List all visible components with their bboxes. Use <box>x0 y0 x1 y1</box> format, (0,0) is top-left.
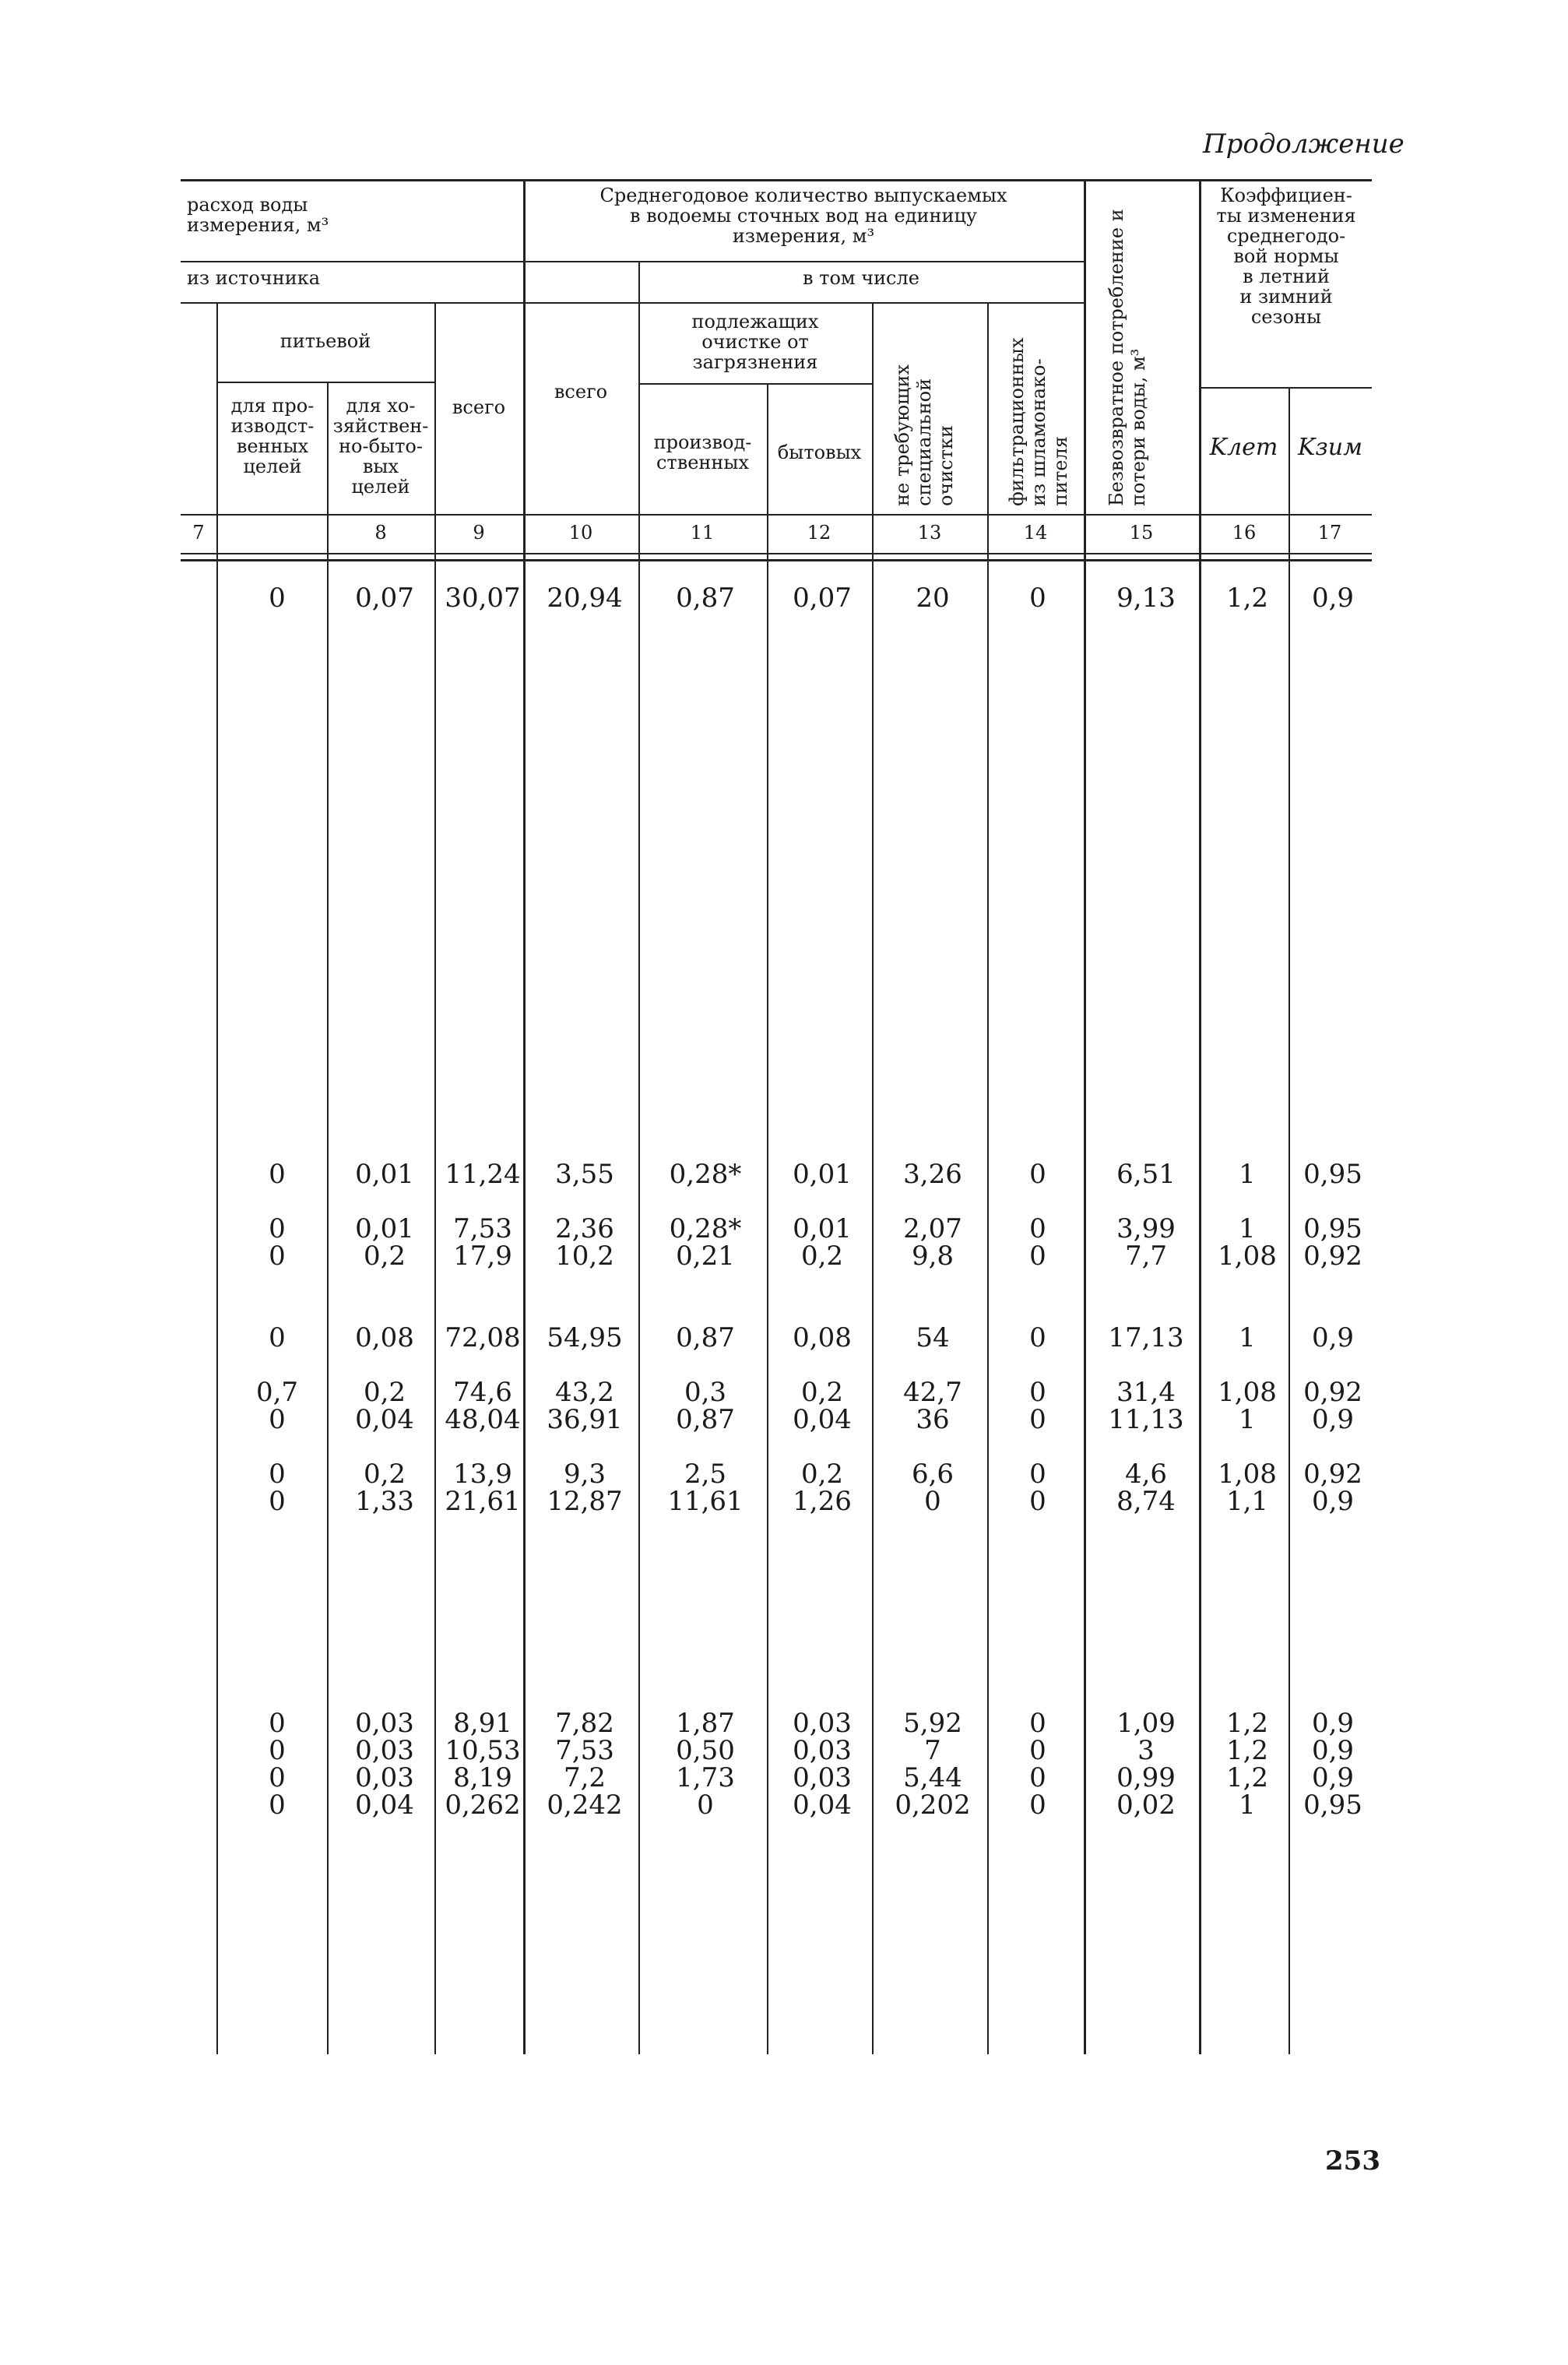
header-col17: Kзим <box>1298 434 1362 461</box>
table-cell-c9: 8,91 <box>453 1708 512 1739</box>
table-cell-c14: 0 <box>1029 582 1046 614</box>
table-cell-c13: 7 <box>924 1735 941 1766</box>
table-cell-c12: 0,03 <box>793 1735 852 1766</box>
table-cell-c13: 0 <box>924 1486 941 1517</box>
table-cell-c17: 0,9 <box>1311 582 1355 614</box>
table-cell-c17: 0,95 <box>1303 1213 1362 1244</box>
table-cell-c12: 0,04 <box>793 1790 852 1821</box>
table-cell-c14: 0 <box>1029 1159 1046 1190</box>
table-cell-c9: 48,04 <box>445 1404 521 1435</box>
table-cell-c11: 1,87 <box>676 1708 735 1739</box>
header-rule-source <box>181 261 1084 262</box>
table-cell-c16: 1 <box>1239 1790 1256 1821</box>
header-col14: фильтрационных из шламонако-пителя <box>1006 337 1071 506</box>
table-cell-c16: 1,2 <box>1225 582 1269 614</box>
table-cell-c13: 36 <box>916 1404 950 1435</box>
table-cell-c13: 42,7 <box>903 1377 962 1408</box>
table-cell-c17: 0,92 <box>1303 1241 1362 1272</box>
header-rule-potable-sub <box>216 382 434 383</box>
table-cell-c13: 5,44 <box>903 1762 962 1793</box>
table-cell-c10: 54,95 <box>547 1322 623 1353</box>
table-cell-c14: 0 <box>1029 1213 1046 1244</box>
table-cell-c7: 0 <box>269 1762 286 1793</box>
table-cell-c11: 0,50 <box>676 1735 735 1766</box>
table-cell-c10: 36,91 <box>547 1404 623 1435</box>
table-cell-c10: 43,2 <box>555 1377 614 1408</box>
col-number-17: 17 <box>1317 522 1342 544</box>
col-number-15: 15 <box>1129 522 1154 544</box>
table-cell-c16: 1,2 <box>1225 1708 1269 1739</box>
table-cell-c8: 1,33 <box>355 1486 414 1517</box>
col-number-11: 11 <box>690 522 715 544</box>
table-cell-c13: 54 <box>916 1322 950 1353</box>
table-cell-c15: 31,4 <box>1116 1377 1176 1408</box>
table-cell-c7: 0,7 <box>255 1377 299 1408</box>
table-cell-c12: 0,03 <box>793 1708 852 1739</box>
header-col15: Безвозвратное потребление и потери воды, м³ <box>1106 209 1149 506</box>
table-cell-c11: 1,73 <box>676 1762 735 1793</box>
table-cell-c8: 0,2 <box>363 1377 406 1408</box>
table-cell-c7: 0 <box>269 1241 286 1272</box>
table-cell-c13: 20 <box>916 582 950 614</box>
table-cell-c14: 0 <box>1029 1486 1046 1517</box>
table-cell-c17: 0,9 <box>1311 1708 1355 1739</box>
continuation-label: Продолжение <box>1203 128 1405 160</box>
header-incl: в том числе <box>803 267 919 289</box>
header-col7: для про- изводст- венных целей <box>230 395 315 477</box>
table-cell-c17: 0,9 <box>1311 1404 1355 1435</box>
table-cell-c11: 0,28* <box>669 1213 742 1244</box>
table-cell-c12: 1,26 <box>793 1486 852 1517</box>
table-cell-c10: 10,2 <box>555 1241 614 1272</box>
table-cell-c10: 7,82 <box>555 1708 614 1739</box>
table-cell-c13: 5,92 <box>903 1708 962 1739</box>
col-number-10: 10 <box>568 522 593 544</box>
table-cell-c12: 0,01 <box>793 1213 852 1244</box>
table-cell-c9: 72,08 <box>445 1322 521 1353</box>
table-cell-c9: 0,262 <box>445 1790 521 1821</box>
table-cell-c16: 1,2 <box>1225 1735 1269 1766</box>
table-cell-c7: 0 <box>269 1735 286 1766</box>
table-cell-c17: 0,9 <box>1311 1486 1355 1517</box>
table-cell-c7: 0 <box>269 1159 286 1190</box>
table-cell-c10: 20,94 <box>547 582 623 614</box>
table-cell-c15: 17,13 <box>1108 1322 1184 1353</box>
table-cell-c11: 0 <box>697 1790 714 1821</box>
table-cell-c17: 0,9 <box>1311 1735 1355 1766</box>
table-cell-c17: 0,9 <box>1311 1322 1355 1353</box>
header-rule-numbers-bottom <box>181 553 1372 554</box>
header-col16: Kлет <box>1209 434 1278 461</box>
table-cell-c16: 1,08 <box>1218 1377 1277 1408</box>
table-cell-c15: 3 <box>1137 1735 1155 1766</box>
col-number-14: 14 <box>1023 522 1048 544</box>
table-cell-c11: 0,28* <box>669 1159 742 1190</box>
header-potable: питьевой <box>279 330 371 352</box>
table-cell-c7: 0 <box>269 1213 286 1244</box>
table-cell-c7: 0 <box>269 1790 286 1821</box>
table-cell-c15: 11,13 <box>1108 1404 1184 1435</box>
table-cell-c12: 0,2 <box>800 1241 844 1272</box>
table-cell-c17: 0,92 <box>1303 1377 1362 1408</box>
table-cell-c12: 0,2 <box>800 1377 844 1408</box>
table-cell-c8: 0,07 <box>355 582 414 614</box>
table-cell-c7: 0 <box>269 1708 286 1739</box>
header-cleaning: подлежащих очистке от загрязнения <box>691 311 819 373</box>
table-cell-c8: 0,2 <box>363 1459 406 1490</box>
table-cell-c16: 1 <box>1239 1213 1256 1244</box>
header-col11: производ- ственных <box>653 431 752 473</box>
table-cell-c12: 0,03 <box>793 1762 852 1793</box>
table-cell-c11: 0,87 <box>676 582 735 614</box>
table-cell-c8: 0,04 <box>355 1404 414 1435</box>
table-cell-c12: 0,08 <box>793 1322 852 1353</box>
header-coef: Коэффициен- ты изменения среднегодо- вой нормы в летний и зимний сезоны <box>1216 185 1356 328</box>
col-line-1 <box>216 302 218 2054</box>
table-cell-c11: 0,21 <box>676 1241 735 1272</box>
table-cell-c9: 21,61 <box>445 1486 521 1517</box>
table-cell-c12: 0,07 <box>793 582 852 614</box>
table-cell-c10: 2,36 <box>555 1213 614 1244</box>
col-number-12: 12 <box>807 522 831 544</box>
header-col9: всего <box>452 396 506 418</box>
header-rule-cleaning <box>638 383 872 385</box>
page-number: 253 <box>1325 2145 1380 2177</box>
col-number-16: 16 <box>1232 522 1257 544</box>
table-cell-c8: 0,08 <box>355 1322 414 1353</box>
table-cell-c13: 6,6 <box>911 1459 955 1490</box>
table-cell-c15: 8,74 <box>1116 1486 1176 1517</box>
col-number-8: 8 <box>374 522 387 544</box>
col-number-9: 9 <box>473 522 485 544</box>
table-cell-c9: 8,19 <box>453 1762 512 1793</box>
table-cell-c16: 1 <box>1239 1159 1256 1190</box>
table-cell-c9: 17,9 <box>453 1241 512 1272</box>
table-cell-c9: 11,24 <box>445 1159 521 1190</box>
header-discharge: Среднегодовое количество выпускаемых в водоемы сточных вод на единицу измерения, м³ <box>599 185 1007 247</box>
table-cell-c8: 0,03 <box>355 1708 414 1739</box>
table-cell-c8: 0,01 <box>355 1159 414 1190</box>
header-water-use: расход воды измерения, м³ <box>187 194 329 236</box>
table-cell-c10: 0,242 <box>547 1790 623 1821</box>
table-cell-c14: 0 <box>1029 1377 1046 1408</box>
table-cell-c8: 0,01 <box>355 1213 414 1244</box>
header-rule-incl <box>638 302 1084 304</box>
table-cell-c13: 0,202 <box>895 1790 971 1821</box>
table-cell-c9: 30,07 <box>445 582 521 614</box>
table-top-rule <box>181 179 1372 181</box>
table-cell-c15: 6,51 <box>1116 1159 1176 1190</box>
table-cell-c11: 0,87 <box>676 1322 735 1353</box>
table-cell-c16: 1,08 <box>1218 1241 1277 1272</box>
header-rule-coef <box>1199 387 1372 389</box>
table-cell-c17: 0,95 <box>1303 1790 1362 1821</box>
table-cell-c8: 0,03 <box>355 1735 414 1766</box>
table-cell-c9: 7,53 <box>453 1213 512 1244</box>
col-number-7: 7 <box>192 522 205 544</box>
table-cell-c14: 0 <box>1029 1790 1046 1821</box>
table-cell-c16: 1,08 <box>1218 1459 1277 1490</box>
table-cell-c16: 1 <box>1239 1322 1256 1353</box>
table-cell-c10: 9,3 <box>563 1459 606 1490</box>
table-cell-c15: 9,13 <box>1116 582 1176 614</box>
header-col12: бытовых <box>777 442 862 463</box>
table-cell-c7: 0 <box>269 1486 286 1517</box>
header-col10: всего <box>554 381 608 403</box>
table-cell-c12: 0,2 <box>800 1459 844 1490</box>
table-cell-c11: 0,87 <box>676 1404 735 1435</box>
table-cell-c15: 0,99 <box>1116 1762 1176 1793</box>
table-cell-c11: 0,3 <box>684 1377 727 1408</box>
table-cell-c13: 2,07 <box>903 1213 962 1244</box>
table-cell-c16: 1 <box>1239 1404 1256 1435</box>
table-cell-c9: 10,53 <box>445 1735 521 1766</box>
table-cell-c15: 1,09 <box>1116 1708 1176 1739</box>
table-cell-c16: 1,1 <box>1225 1486 1269 1517</box>
header-col8: для хо- зяйствен- но-быто- вых целей <box>332 395 429 498</box>
table-cell-c14: 0 <box>1029 1708 1046 1739</box>
header-rule-numbers-top <box>181 514 1372 516</box>
table-cell-c8: 0,2 <box>363 1241 406 1272</box>
table-cell-c14: 0 <box>1029 1762 1046 1793</box>
table-cell-c8: 0,04 <box>355 1790 414 1821</box>
table-cell-c9: 74,6 <box>453 1377 512 1408</box>
table-cell-c15: 3,99 <box>1116 1213 1176 1244</box>
table-cell-c15: 4,6 <box>1124 1459 1168 1490</box>
table-cell-c11: 2,5 <box>684 1459 727 1490</box>
table-cell-c7: 0 <box>269 1459 286 1490</box>
table-cell-c17: 0,92 <box>1303 1459 1362 1490</box>
header-source: из источника <box>187 267 321 289</box>
table-cell-c7: 0 <box>269 582 286 614</box>
table-cell-c16: 1,2 <box>1225 1762 1269 1793</box>
table-cell-c7: 0 <box>269 1404 286 1435</box>
table-cell-c17: 0,95 <box>1303 1159 1362 1190</box>
table-cell-c13: 9,8 <box>911 1241 955 1272</box>
table-cell-c11: 11,61 <box>667 1486 744 1517</box>
table-cell-c10: 12,87 <box>547 1486 623 1517</box>
table-cell-c15: 0,02 <box>1116 1790 1176 1821</box>
table-cell-c10: 7,2 <box>563 1762 606 1793</box>
table-cell-c12: 0,04 <box>793 1404 852 1435</box>
table-cell-c14: 0 <box>1029 1241 1046 1272</box>
table-cell-c7: 0 <box>269 1322 286 1353</box>
table-cell-c14: 0 <box>1029 1735 1046 1766</box>
table-cell-c17: 0,9 <box>1311 1762 1355 1793</box>
table-cell-c10: 7,53 <box>555 1735 614 1766</box>
table-cell-c12: 0,01 <box>793 1159 852 1190</box>
table-cell-c8: 0,03 <box>355 1762 414 1793</box>
table-cell-c14: 0 <box>1029 1459 1046 1490</box>
body-top-rule <box>181 559 1372 561</box>
table-cell-c9: 13,9 <box>453 1459 512 1490</box>
table-cell-c14: 0 <box>1029 1404 1046 1435</box>
table-cell-c13: 3,26 <box>903 1159 962 1190</box>
table-cell-c10: 3,55 <box>555 1159 614 1190</box>
table-cell-c15: 7,7 <box>1124 1241 1168 1272</box>
table-cell-c14: 0 <box>1029 1322 1046 1353</box>
col-number-13: 13 <box>917 522 942 544</box>
header-col13: не требующих специальной очистки <box>891 364 957 506</box>
